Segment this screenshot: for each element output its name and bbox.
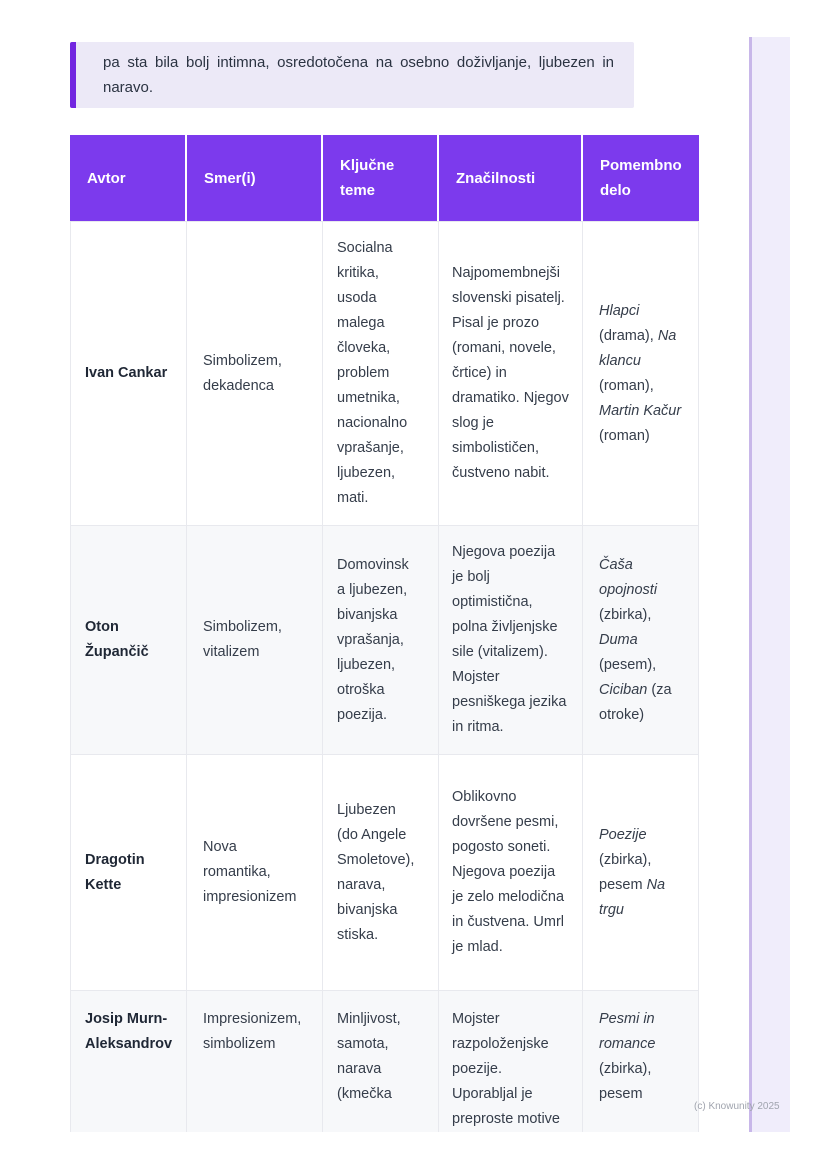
authors-table [70,135,699,1132]
author-name-cell: Oton Župančič [70,526,187,755]
author-name-cell: Ivan Cankar [70,221,187,526]
copyright-watermark: (c) Knowunity 2025 [694,1101,780,1112]
table-row-dragotin-kette [70,755,699,991]
table-row-oton-zupancic [70,526,699,755]
works-cell: Poezije (zbirka), pesem Na trgu [583,755,699,991]
works-cell: Pesmi in romance (zbirka), pesem [583,991,699,1132]
characteristics-cell: Njegova poezija je bolj optimistična, polna življenjske sile (vitalizem). Mojster pesniškega jezika in ritma. [439,526,583,755]
themes-cell: Domovinska ljubezen, bivanjska vprašanja, ljubezen, otroška poezija. [323,526,439,755]
themes-cell: Ljubezen (do Angele Smoletove), narava, bivanjska stiska. [323,755,439,991]
column-header-znacilnosti: Značilnosti [439,135,583,221]
works-cell: Hlapci (drama), Na klancu (roman), Martin Kačur (roman) [583,221,699,526]
column-header-pomembno-delo: Pomembno delo [583,135,699,221]
characteristics-cell: Oblikovno dovršene pesmi, pogosto soneti. Njegova poezija je zelo melodična in čustvena. Umrl je mlad. [439,755,583,991]
table-row-ivan-cankar [70,221,699,526]
characteristics-cell: Mojster razpoloženjske poezije. Uporabljal je preproste motive [439,991,583,1132]
themes-cell: Socialna kritika, usoda malega človeka, problem umetnika, nacionalno vprašanje, ljubezen, mati. [323,221,439,526]
next-page-edge-strip [749,37,790,1132]
movement-cell: Simbolizem, vitalizem [187,526,323,755]
author-name-cell: Josip Murn-Aleksandrov [70,991,187,1132]
movement-cell: Nova romantika, impresionizem [187,755,323,991]
column-header-avtor: Avtor [70,135,187,221]
characteristics-cell: Najpomembnejši slovenski pisatelj. Pisal je prozo (romani, novele, črtice) in dramatiko. Njegov slog je simbolističen, čustveno nabit. [439,221,583,526]
column-header-kljucne-teme: Ključne teme [323,135,439,221]
author-name-cell: Dragotin Kette [70,755,187,991]
quote-callout [70,42,634,108]
movement-cell: Impresionizem, simbolizem [187,991,323,1132]
table-header-row [70,135,699,221]
quote-callout-text: pa sta bila bolj intimna, osredotočena na osebno doživljanje, ljubezen in naravo. [103,54,614,96]
column-header-smeri: Smer(i) [187,135,323,221]
movement-cell: Simbolizem, dekadenca [187,221,323,526]
table-row-josip-murn [70,991,699,1132]
themes-cell: Minljivost, samota, narava (kmečka [323,991,439,1132]
authors-table-container [70,135,699,1132]
works-cell: Čaša opojnosti (zbirka), Duma (pesem), Ciciban (za otroke) [583,526,699,755]
